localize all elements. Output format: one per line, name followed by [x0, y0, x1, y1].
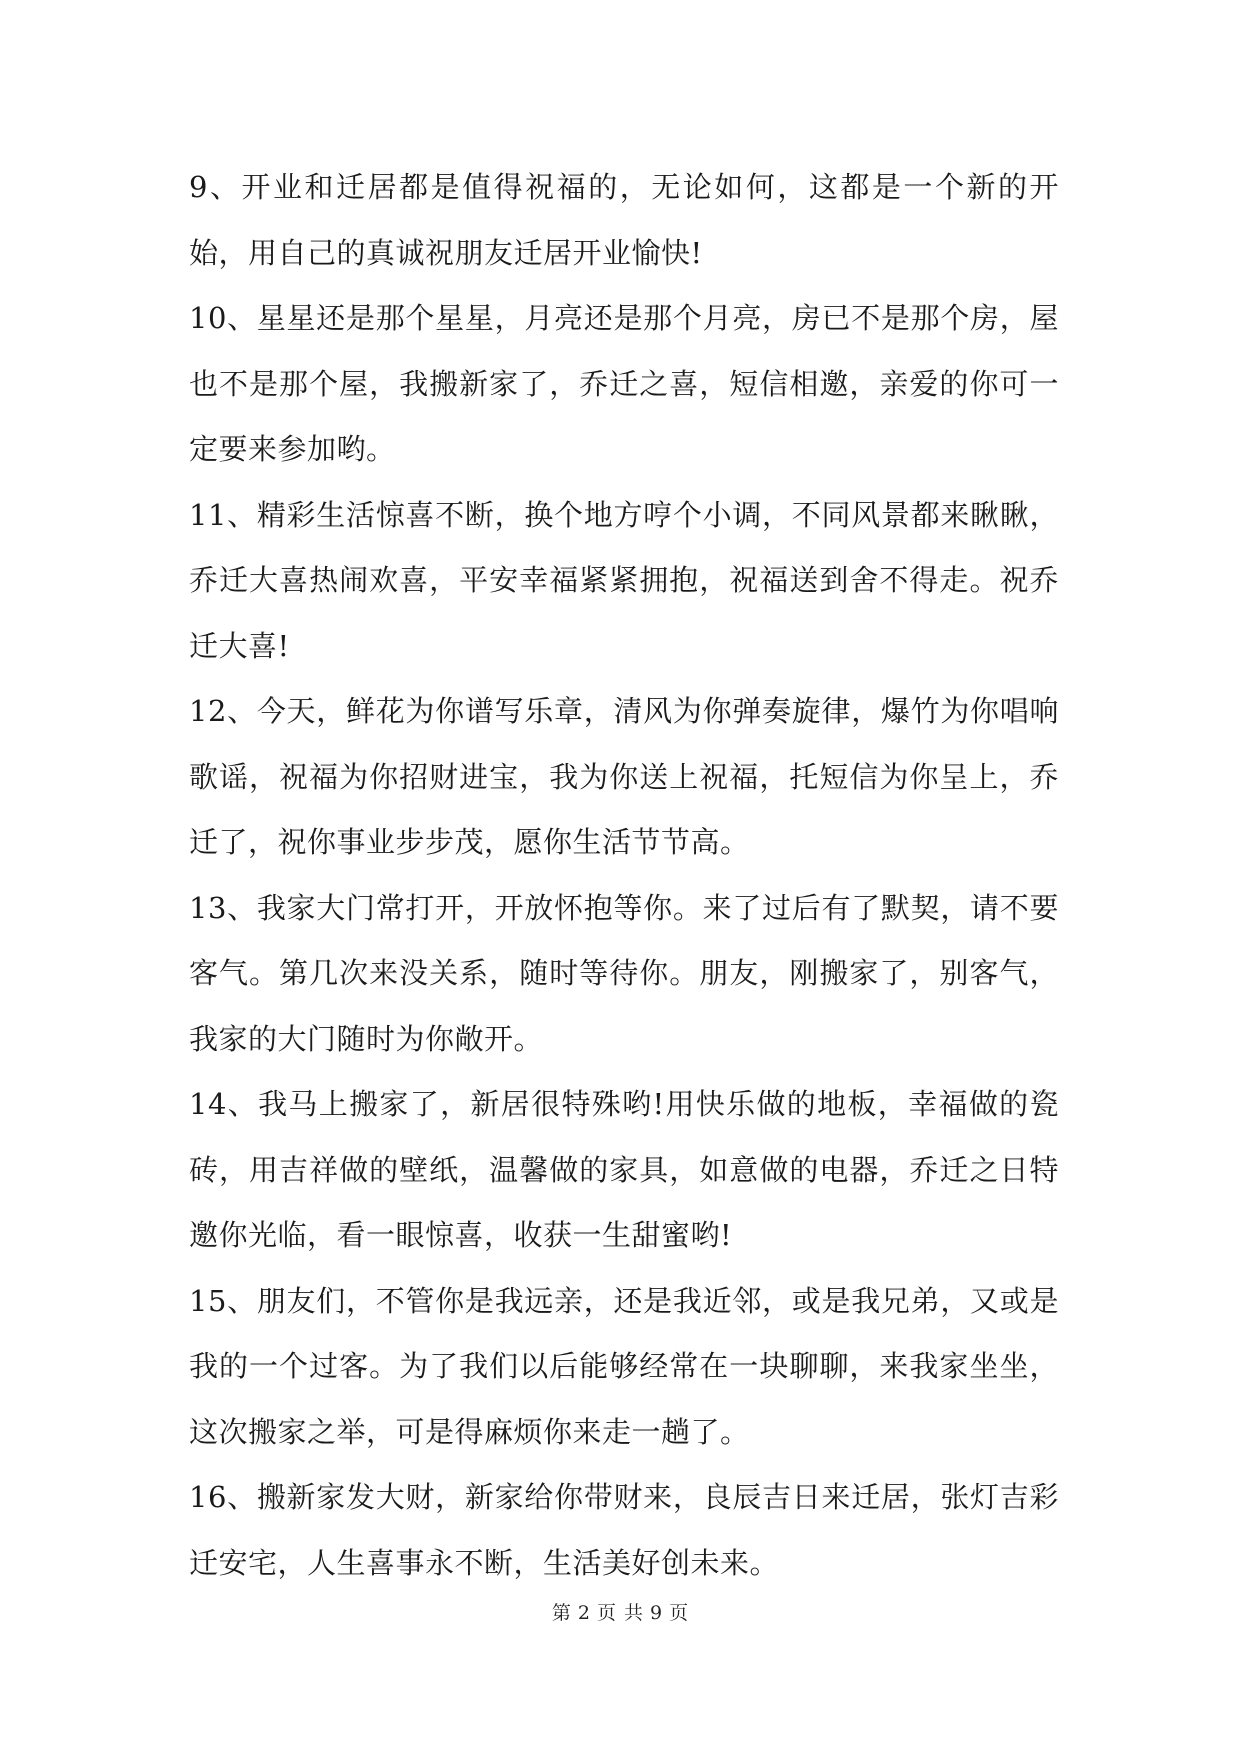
list-item: 14、我马上搬家了，新居很特殊哟!用快乐做的地板，幸福做的瓷砖，用吉祥做的壁纸，温馨做的家具，如意做的电器，乔迁之日特邀你光临，看一眼惊喜，收获一生甜蜜哟!	[189, 1087, 1059, 1252]
list-item: 9、开业和迁居都是值得祝福的，无论如何，这都是一个新的开始，用自己的真诚祝朋友迁居开业愉快!	[189, 170, 1059, 270]
page-number-suffix: 页	[669, 1602, 690, 1624]
page-footer	[0, 1598, 1241, 1625]
list-item: 11、精彩生活惊喜不断，换个地方哼个小调，不同风景都来瞅瞅，乔迁大喜热闹欢喜，平安幸福紧紧拥抱，祝福送到舍不得走。祝乔迁大喜!	[189, 497, 1059, 663]
page-number-middle: 页 共	[596, 1602, 645, 1624]
document-body	[189, 155, 1059, 1596]
list-item: 12、今天，鲜花为你谱写乐章，清风为你弹奏旋律，爆竹为你唱响歌谣，祝福为你招财进宝，我为你送上祝福，托短信为你呈上，乔迁了，祝你事业步步茂，愿你生活节节高。	[189, 694, 1059, 859]
list-item: 13、我家大门常打开，开放怀抱等你。来了过后有了默契，请不要客气。第几次来没关系，随时等待你。朋友，刚搬家了，别客气，我家的大门随时为你敞开。	[189, 890, 1059, 1056]
page-number-current: 2	[577, 1602, 591, 1624]
list-item: 10、星星还是那个星星，月亮还是那个月亮，房已不是那个房，屋也不是那个屋，我搬新家了，乔迁之喜，短信相邀，亲爱的你可一定要来参加哟。	[189, 301, 1059, 466]
page-number-prefix: 第	[551, 1602, 572, 1624]
list-item: 15、朋友们，不管你是我远亲，还是我近邻，或是我兄弟，又或是我的一个过客。为了我们以后能够经常在一块聊聊，来我家坐坐，这次搬家之举，可是得麻烦你来走一趟了。	[189, 1283, 1059, 1449]
page-number-total: 9	[650, 1602, 664, 1624]
list-item: 16、搬新家发大财，新家给你带财来，良辰吉日来迁居，张灯吉彩迁安宅，人生喜事永不断，生活美好创未来。	[189, 1480, 1059, 1580]
